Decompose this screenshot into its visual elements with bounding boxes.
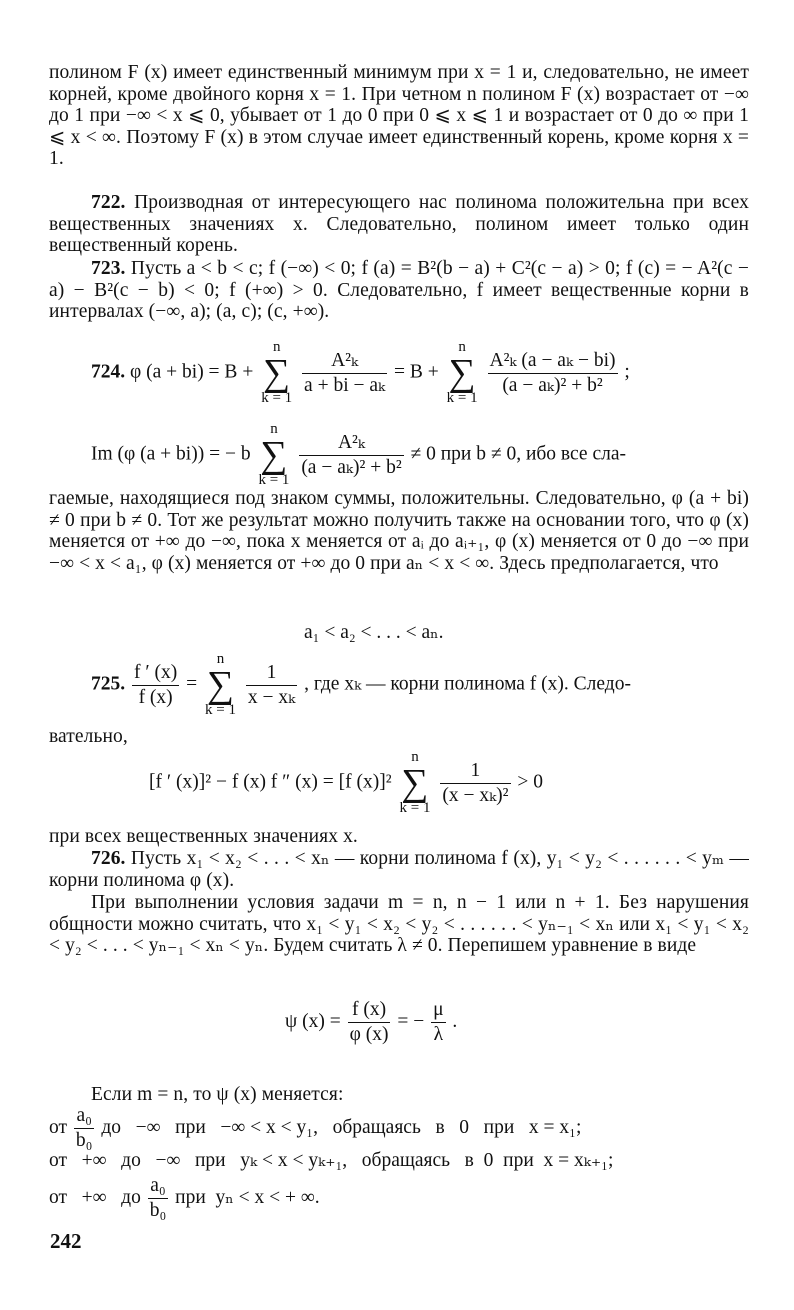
fraction: $\frac{f ' (x)}{f (x)}$ bbox=[134, 661, 178, 708]
eq-rhs: > 0 bbox=[517, 771, 544, 793]
sum-sign: n ∑ k = 1 bbox=[258, 421, 290, 488]
problem-text: Пусть x₁ < x₂ < . . . < xₙ — корни полинома f (x), y₁ < y₂ < . . . . . . < yₘ — корни полинома φ (x). bbox=[49, 848, 750, 891]
fraction: $\frac{1}{\text{x − xₖ}}$ bbox=[247, 661, 296, 708]
equation-724-1 bbox=[91, 340, 630, 406]
fraction: $\frac{\text{a₀}}{\text{b₀}}$ bbox=[75, 1105, 93, 1151]
eq-lhs: [f ′ (x)]² − f (x) f ″ (x) = [f (x)]² bbox=[149, 771, 392, 793]
fraction: $\frac{1}{\text{(x − xₖ)²}}$ bbox=[442, 759, 509, 806]
eq-end: . bbox=[452, 1010, 458, 1032]
problem-725-tail: при всех вещественных значениях x. bbox=[49, 826, 358, 847]
fraction: $\frac{\text{A²ₖ}}{\text{a + bi − aₖ}}$ bbox=[304, 349, 386, 396]
fraction-mu-lambda: $\frac{\mu}{\lambda}$ bbox=[433, 999, 444, 1045]
eq-lhs: φ (a + bi) = B + bbox=[130, 361, 254, 383]
sum-sign: n ∑ k = 1 bbox=[205, 651, 236, 718]
paragraph-continued: полином F (x) имеет единственный минимум при x = 1 и, следовательно, не имеет корней, кроме двойного корня x = 1. При четном n полином F (x) возрастает от −∞ до 1 при −∞ < x ⩽ 0, убывает от 1 до 0 при 0 ⩽ x ⩽ 1 и возрастает от 0 до ∞ при 1 ⩽ x < ∞. Поэтому F (x) в этом случае имеет единственный корень, кроме корня x = 1. bbox=[49, 62, 749, 170]
problem-text: Пусть a < b < c; f (−∞) < 0; f (a) = B²(b − a) + C²(c − a) > 0; f (c) = − A²(c − a) − B²(c − b) < 0; f (+∞) > 0. Следовательно, f имеет вещественные корни в интервалах (−∞, a); (a, c); (c, +∞). bbox=[49, 258, 749, 323]
problem-number: 723. bbox=[91, 258, 126, 279]
case-line-1 bbox=[49, 1104, 581, 1153]
eq-sign: = bbox=[186, 673, 198, 695]
if-line: Если m = n, то ψ (x) меняется: bbox=[91, 1084, 344, 1105]
problem-number: 724. bbox=[91, 361, 126, 383]
problem-726-text2: При выполнении условия задачи m = n, n − 1 или n + 1. Без нарушения общности можно считать, что x₁ < y₁ < x₂ < y₂ < . . . . . . < yₙ₋₁ < xₙ или x₁ < y₁ < x₂ < y₂ < . . . < yₙ₋₁ < xₙ < yₙ. Будем считать λ ≠ 0. Перепишем уравнение в виде bbox=[49, 892, 749, 957]
case-text: от bbox=[49, 1116, 68, 1138]
case-text: от +∞ до bbox=[49, 1186, 141, 1208]
case-line-3 bbox=[49, 1174, 320, 1223]
eq-lhs: ψ (x) = bbox=[285, 1010, 341, 1032]
case-text: при yₙ < x < + ∞. bbox=[175, 1186, 320, 1208]
problem-number: 725. bbox=[91, 673, 126, 695]
eq-sign: = − bbox=[397, 1010, 425, 1032]
problem-text: Производная от интересующего нас полинома положительна при всех вещественных значениях x. Следовательно, полином имеет только один вещественный корень. bbox=[49, 192, 749, 257]
fraction: $\frac{f (x)}{\varphi (x)}$ bbox=[349, 999, 389, 1045]
sum-sign: n ∑ k = 1 bbox=[446, 339, 478, 406]
sum-sign: n ∑ k = 1 bbox=[399, 749, 431, 816]
equation-psi bbox=[285, 998, 457, 1047]
fraction: $\frac{\text{A²ₖ (a − aₖ − bi)}}{\text{(a − aₖ)² + b²}}$ bbox=[489, 349, 616, 396]
case-text: до −∞ при −∞ < x < y₁, обращаясь в 0 при x = x₁; bbox=[101, 1116, 582, 1138]
equation-725-1 bbox=[91, 652, 631, 718]
case-line-2: от +∞ до −∞ при yₖ < x < yₖ₊₁, обращаясь в 0 при x = xₖ₊₁; bbox=[49, 1150, 614, 1171]
eq-end: ; bbox=[624, 361, 630, 383]
problem-722 bbox=[49, 192, 749, 257]
problem-724-text: гаемые, находящиеся под знаком суммы, положительны. Следовательно, φ (a + bi) ≠ 0 при b ≠ 0. Тот же результат можно получить также на основании того, что φ (x) меняется от +∞ до −∞, пока x меняется от aᵢ до aᵢ₊₁, φ (x) меняется от 0 до −∞ при −∞ < x < a₁, φ (x) меняется от +∞ до 0 при aₙ < x < ∞. Здесь предполагается, что bbox=[49, 488, 749, 574]
equation-725-2 bbox=[149, 750, 543, 816]
sum-sign: n ∑ k = 1 bbox=[261, 339, 293, 406]
problem-725-cont: вательно, bbox=[49, 726, 128, 747]
eq-after: , где xₖ — корни полинома f (x). Следо- bbox=[304, 673, 631, 695]
eq-mid: = B + bbox=[394, 361, 439, 383]
fraction: $\frac{\text{a₀}}{\text{b₀}}$ bbox=[149, 1175, 167, 1221]
fraction: $\frac{\text{A²ₖ}}{\text{(a − aₖ)² + b²}}$ bbox=[301, 431, 402, 478]
page-number: 242 bbox=[50, 1229, 82, 1253]
equation-724-2 bbox=[91, 422, 626, 488]
problem-723 bbox=[49, 258, 749, 323]
eq-lhs: Im (φ (a + bi)) = − b bbox=[91, 443, 251, 465]
order-formula: a₁ < a₂ < . . . < aₙ. bbox=[304, 622, 444, 643]
problem-726 bbox=[49, 848, 749, 891]
problem-number: 726. bbox=[91, 848, 126, 869]
problem-number: 722. bbox=[91, 192, 126, 213]
eq-rhs: ≠ 0 при b ≠ 0, ибо все сла- bbox=[410, 443, 626, 465]
